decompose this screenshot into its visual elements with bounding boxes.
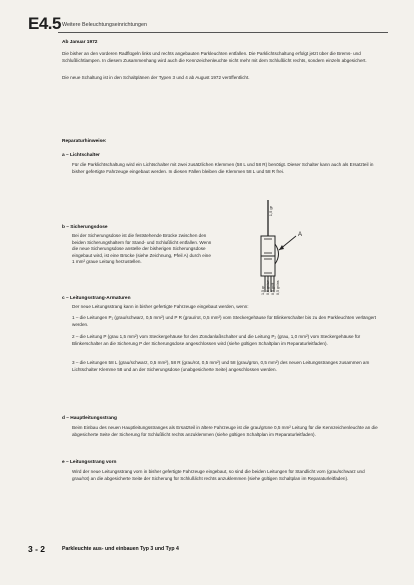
intro-paragraph-1: Die bisher an den vorderen Radflügeln links und rechts angebauten Parkleuchten entfallen. Die Parklichtschaltung erfolgt jetzt über die Brems- und Schlußlichtlampen. In diesem Zusammenhang wird auch die Kennzeichenleuchte nicht mehr mit dem Schlußlicht rechts, sondern einzeln abgesichert. [62,51,367,63]
label-bottom-1: 1,5 gr [261,285,265,295]
section-b-text: Bei der Sicherungsdose ist die feststehende Brücke zwischen den beiden Sicherungshaltern für Stand- und Schlußlicht entfallen. Wenn die neue Sicherungsdose anstelle der bisherigen Sicherungsdose eingebaut wird, ist eine Brücke (siehe Zeichnung, Pfeil A) durch eine 1 mm² graue Leitung herzustellen. [72,233,212,265]
intro-paragraph-2: Die neue Schaltung ist in den Schaltplänen der Typen 3 und 4 ab August 1972 veröffentlicht. [62,75,250,80]
section-d-heading: d – Hauptleitungsstrang [62,416,117,421]
label-bottom-2: 0,5 gr/sw [266,280,270,295]
label-bottom-3: 0,5 gr/rt [271,282,275,295]
page-title: Weitere Beleuchtungseinrichtungen [62,22,148,28]
label-a: A [298,232,303,238]
section-d-text: Beim Einbau des neuen Hauptleitungsstranges als Ersatzteil in ältere Fahrzeuge ist die grau/grüne 0,5 mm² Leitung für die Kennzeichenleuchte an die abgesicherte Seite der Sicherung für Schlußlicht rechts anzuklemmen (siehe gültigen Schaltplan im Reparaturleitfaden). [72,425,378,437]
fuse-box-diagram [248,196,318,296]
label-bottom-4: 0,5 gr/ws [276,280,280,295]
label-top: 1,5 gr [268,206,273,217]
section-c-heading: c – Leitungsstrang-Armaturen [62,296,131,301]
section-b-heading: b – Sicherungsdose [62,225,108,230]
repair-heading: Reparaturhinweise: [62,139,107,144]
section-e-heading: e – Leitungsstrang vorn [62,460,117,465]
section-c-item-3: 3 – die Leitungen 58 L (grau/schwarz, 0,5 mm²), 58 R (grau/rot, 0,5 mm²) und 58 (grau/grün, 0,5 mm²) des neuen Leitungsstranges zusammen am Lichtschalter Klemme 58 und an der Sicherungsdose (unabgesicherte Seite) angeschlossen werden. [72,360,370,372]
section-c-intro: Der neue Leitungsstrang kann in bisher gefertigte Fahrzeuge eingebaut werden, wenn: [72,304,249,309]
section-c-item-2: 2 – die Leitung P (grau 1,5 mm²) vom Steckergehäuse für den Zündanlaßschalter und die Leitung P₂ (grau, 1,0 mm²) vom Steckergehäuse für Blinkerschalter an die Sicherung P der Sicherungsdose angeschlossen wird (siehe gültigen Schaltplan im Reparaturleitfaden). [72,334,361,346]
section-letter: E [28,14,39,33]
header-divider [58,32,388,33]
page-number: 3 - 2 [28,544,46,554]
section-a-heading: a – Lichtschalter [62,153,100,158]
section-number: 4.5 [38,14,61,33]
date-heading: Ab Januar 1972 [62,40,98,45]
bridge-wire [275,244,279,264]
section-c-item-1: 1 – die Leitungen P₁ (grau/schwarz, 0,5 mm²) und P R (grau/rot, 0,5 mm²) vom Steckergehäuse für Blinkerschalter bis zu den Parkleuchten verlängert werden. [72,315,377,327]
section-code [28,11,61,33]
section-e-text: Wird der neue Leitungsstrang vorn in bisher gefertigte Fahrzeuge eingebaut, so sind die beiden Leitungen für Standlicht vorn (grau/schwarz und grau/rot) an die abgesicherte Seite der Sicherung für Schlußlicht rechts anzuklemmen (siehe gültigen Schaltplan im Reparaturleitfaden). [72,469,365,481]
arrow-a-head [279,245,284,250]
section-a-text: Für die Parklichtschaltung wird ein Lichtschalter mit zwei zusätzlichen Klemmen (58 L und 58 R) benötigt. Dieser Schalter kann auch als Ersatzteil in bisher gefertigte Fahrzeuge eingebaut werden. In diesen Fällen bleiben die Klemmen 58 L und 58 R frei. [72,162,374,174]
footer-title: Parkleuchte aus- und einbauen Typ 3 und Typ 4 [62,546,179,552]
